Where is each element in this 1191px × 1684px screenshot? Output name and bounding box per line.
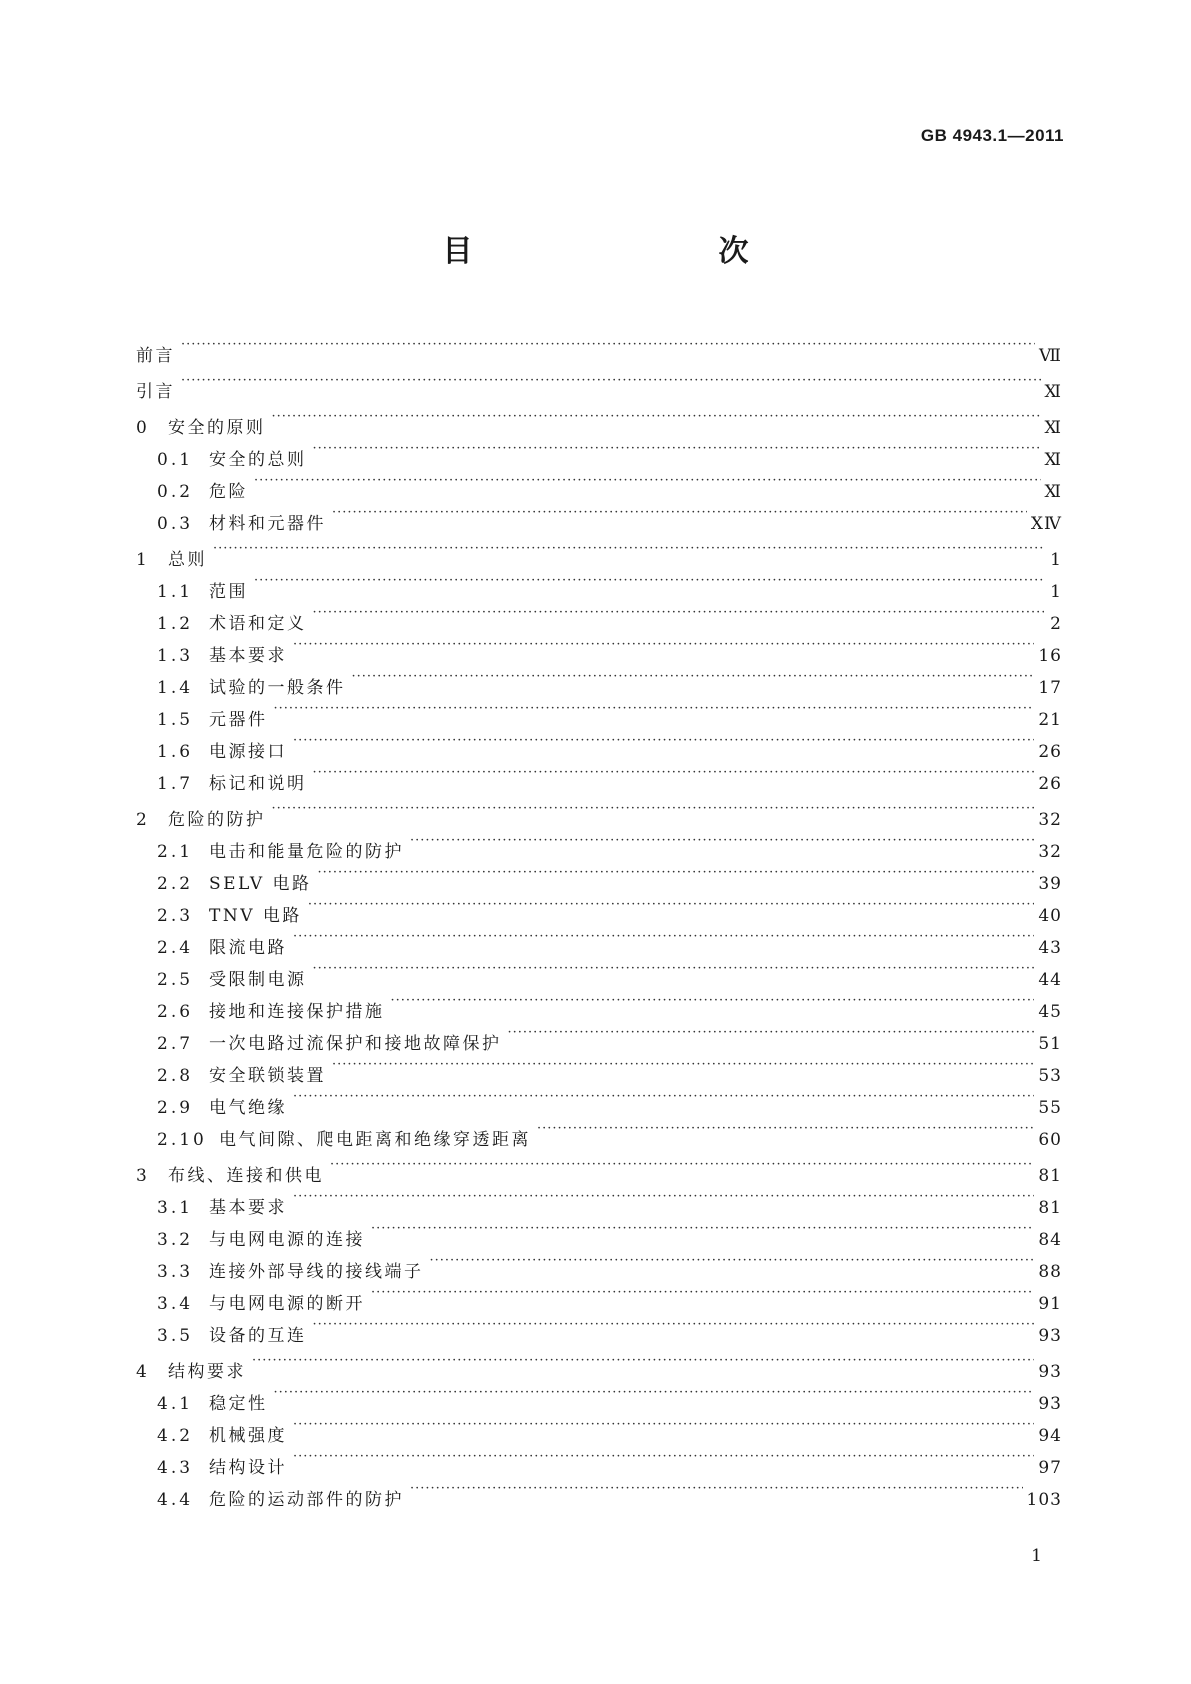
dot-leader xyxy=(313,597,1045,629)
toc-entry-label: 限流电路 xyxy=(209,938,287,958)
toc-entry-label: 稳定性 xyxy=(209,1394,268,1414)
toc-entry-label: 设备的互连 xyxy=(209,1326,307,1346)
dot-leader xyxy=(274,1377,1035,1409)
toc-entry-page: 94 xyxy=(1038,1426,1062,1446)
dot-leader xyxy=(213,533,1044,565)
toc-entry-number: 0 xyxy=(136,418,148,438)
toc-entry-label: 电击和能量危险的防护 xyxy=(209,842,404,862)
toc-entry[interactable] xyxy=(136,793,1062,830)
toc-entry-number: 1 xyxy=(136,550,148,570)
toc-entry[interactable] xyxy=(136,497,1062,534)
toc-entry-label: 电源接口 xyxy=(209,742,287,762)
dot-leader xyxy=(330,1149,1034,1181)
toc-entry[interactable] xyxy=(136,329,1062,366)
dot-leader xyxy=(391,985,1035,1017)
toc-entry-label: 接地和连接保护措施 xyxy=(209,1002,385,1022)
toc-entry-label: 电气间隙、爬电距离和绝缘穿透距离 xyxy=(219,1130,531,1150)
dot-leader xyxy=(293,1441,1034,1473)
toc-entry-label: 安全联锁装置 xyxy=(209,1066,326,1086)
toc-entry-number: 2.9 xyxy=(157,1098,194,1118)
toc-entry-number: 4.4 xyxy=(157,1490,194,1510)
toc-entry-page: 44 xyxy=(1038,970,1062,990)
toc-entry-number: 1.6 xyxy=(157,742,194,762)
toc-entry-page: 26 xyxy=(1038,774,1062,794)
dot-leader xyxy=(371,1213,1034,1245)
toc-entry-number: 2.10 xyxy=(157,1130,207,1150)
dot-leader xyxy=(293,1409,1034,1441)
dot-leader xyxy=(313,953,1035,985)
toc-entry-label: 范围 xyxy=(209,582,248,602)
toc-entry[interactable] xyxy=(136,825,1062,862)
toc-entry[interactable] xyxy=(136,1377,1062,1414)
toc-entry-label: 前言 xyxy=(136,346,175,366)
toc-entry-label: 引言 xyxy=(136,382,175,402)
toc-entry-page: 53 xyxy=(1038,1066,1062,1086)
toc-entry-page: Ⅶ xyxy=(1039,346,1062,366)
toc-entry-page: 32 xyxy=(1038,810,1062,830)
toc-entry-page: 103 xyxy=(1026,1490,1062,1510)
toc-entry-number: 3.2 xyxy=(157,1230,194,1250)
dot-leader xyxy=(318,857,1035,889)
toc-entry-number: 2.3 xyxy=(157,906,194,926)
toc-entry-number: 4.1 xyxy=(157,1394,194,1414)
toc-entry-page: 93 xyxy=(1038,1326,1062,1346)
toc-entry-page: 1 xyxy=(1050,550,1062,570)
toc-entry-number: 4.3 xyxy=(157,1458,194,1478)
toc-entry-page: 40 xyxy=(1038,906,1062,926)
toc-entry[interactable] xyxy=(136,401,1062,438)
toc-entry-number: 3 xyxy=(136,1166,148,1186)
dot-leader xyxy=(352,661,1035,693)
dot-leader xyxy=(410,1473,1023,1505)
toc-entry-page: ⅩⅣ xyxy=(1030,514,1062,534)
dot-leader xyxy=(308,889,1034,921)
dot-leader xyxy=(508,1017,1035,1049)
toc-entry-page: 81 xyxy=(1038,1198,1062,1218)
toc-entry[interactable] xyxy=(136,1409,1062,1446)
toc-entry[interactable] xyxy=(136,597,1062,634)
toc-entry-number: 3.5 xyxy=(157,1326,194,1346)
toc-entry-number: 2.7 xyxy=(157,1034,194,1054)
dot-leader xyxy=(272,793,1035,825)
toc-entry-page: 93 xyxy=(1038,1362,1062,1382)
toc-entry-page: Ⅺ xyxy=(1044,450,1062,470)
toc-entry-page: Ⅺ xyxy=(1044,382,1062,402)
toc-entry-label: 材料和元器件 xyxy=(209,514,326,534)
dot-leader xyxy=(332,497,1027,529)
toc-entry-label: 总则 xyxy=(168,550,207,570)
table-of-contents xyxy=(136,329,1062,1510)
toc-entry[interactable] xyxy=(136,533,1062,570)
toc-entry-label: 机械强度 xyxy=(209,1426,287,1446)
toc-entry[interactable] xyxy=(136,433,1062,470)
page-title: 目 次 xyxy=(442,234,811,269)
dot-leader xyxy=(332,1049,1034,1081)
toc-entry-label: 结构设计 xyxy=(209,1458,287,1478)
toc-entry-number: 0.2 xyxy=(157,482,194,502)
dot-leader xyxy=(272,401,1041,433)
dot-leader xyxy=(313,433,1041,465)
toc-entry-label: 危险的防护 xyxy=(168,810,266,830)
toc-entry-number: 2 xyxy=(136,810,148,830)
page-number: 1 xyxy=(1031,1546,1042,1566)
dot-leader xyxy=(410,825,1034,857)
dot-leader xyxy=(537,1113,1034,1145)
toc-entry-label: 安全的总则 xyxy=(209,450,307,470)
toc-entry[interactable] xyxy=(136,565,1062,602)
dot-leader xyxy=(181,365,1041,397)
dot-leader xyxy=(313,1309,1035,1341)
toc-entry[interactable] xyxy=(136,725,1062,762)
dot-leader xyxy=(313,757,1035,789)
toc-entry-number: 4 xyxy=(136,1362,148,1382)
toc-entry-page: 88 xyxy=(1038,1262,1062,1282)
toc-entry-number: 3.3 xyxy=(157,1262,194,1282)
toc-entry-number: 3.4 xyxy=(157,1294,194,1314)
toc-entry-number: 4.2 xyxy=(157,1426,194,1446)
toc-entry-page: 51 xyxy=(1038,1034,1062,1054)
dot-leader xyxy=(430,1245,1035,1277)
toc-entry-page: 97 xyxy=(1038,1458,1062,1478)
toc-entry-page: 91 xyxy=(1038,1294,1062,1314)
toc-entry-number: 2.4 xyxy=(157,938,194,958)
toc-entry-page: 43 xyxy=(1038,938,1062,958)
toc-entry-label: SELV 电路 xyxy=(209,874,312,894)
standard-number: GB 4943.1—2011 xyxy=(920,126,1064,145)
toc-entry-page: 1 xyxy=(1050,582,1062,602)
toc-entry-label: 连接外部导线的接线端子 xyxy=(209,1262,424,1282)
toc-entry-number: 1.4 xyxy=(157,678,194,698)
toc-entry-number: 0.1 xyxy=(157,450,194,470)
toc-entry-label: 标记和说明 xyxy=(209,774,307,794)
toc-entry-page: 17 xyxy=(1038,678,1062,698)
toc-entry-page: 45 xyxy=(1038,1002,1062,1022)
dot-leader xyxy=(293,1181,1034,1213)
toc-entry-page: 93 xyxy=(1038,1394,1062,1414)
dot-leader xyxy=(371,1277,1034,1309)
toc-entry-number: 1.3 xyxy=(157,646,194,666)
toc-entry-label: 基本要求 xyxy=(209,646,287,666)
toc-entry-number: 3.1 xyxy=(157,1198,194,1218)
toc-entry-label: 危险的运动部件的防护 xyxy=(209,1490,404,1510)
toc-entry-page: 39 xyxy=(1038,874,1062,894)
dot-leader xyxy=(274,693,1035,725)
dot-leader xyxy=(252,1345,1034,1377)
toc-entry-page: 2 xyxy=(1050,614,1062,634)
toc-entry-label: 电气绝缘 xyxy=(209,1098,287,1118)
toc-entry-label: 受限制电源 xyxy=(209,970,307,990)
toc-entry-label: 术语和定义 xyxy=(209,614,307,634)
toc-entry-page: Ⅺ xyxy=(1044,418,1062,438)
dot-leader xyxy=(293,921,1034,953)
toc-entry[interactable] xyxy=(136,465,1062,502)
toc-entry-label: 安全的原则 xyxy=(168,418,266,438)
toc-entry-page: Ⅺ xyxy=(1044,482,1062,502)
toc-entry-page: 16 xyxy=(1038,646,1062,666)
dot-leader xyxy=(181,329,1035,361)
toc-entry-label: 与电网电源的断开 xyxy=(209,1294,365,1314)
toc-entry-number: 2.2 xyxy=(157,874,194,894)
toc-entry-label: 危险 xyxy=(209,482,248,502)
toc-entry-number: 0.3 xyxy=(157,514,194,534)
toc-entry[interactable] xyxy=(136,693,1062,730)
toc-entry-number: 2.5 xyxy=(157,970,194,990)
toc-entry-number: 1.2 xyxy=(157,614,194,634)
toc-entry-page: 60 xyxy=(1038,1130,1062,1150)
toc-entry-page: 84 xyxy=(1038,1230,1062,1250)
toc-entry-label: 试验的一般条件 xyxy=(209,678,346,698)
toc-entry-number: 1.1 xyxy=(157,582,194,602)
toc-entry-number: 1.5 xyxy=(157,710,194,730)
toc-entry-page: 21 xyxy=(1038,710,1062,730)
toc-entry-number: 2.6 xyxy=(157,1002,194,1022)
dot-leader xyxy=(254,465,1041,497)
dot-leader xyxy=(254,565,1044,597)
toc-entry[interactable] xyxy=(136,365,1062,402)
toc-entry-label: TNV 电路 xyxy=(209,906,302,926)
toc-entry-page: 32 xyxy=(1038,842,1062,862)
toc-entry-label: 布线、连接和供电 xyxy=(168,1166,324,1186)
toc-entry-number: 1.7 xyxy=(157,774,194,794)
toc-entry-page: 26 xyxy=(1038,742,1062,762)
toc-entry-label: 基本要求 xyxy=(209,1198,287,1218)
toc-entry-page: 81 xyxy=(1038,1166,1062,1186)
toc-entry-page: 55 xyxy=(1038,1098,1062,1118)
toc-entry[interactable] xyxy=(136,1345,1062,1382)
toc-entry-label: 结构要求 xyxy=(168,1362,246,1382)
dot-leader xyxy=(293,725,1034,757)
toc-entry-number: 2.1 xyxy=(157,842,194,862)
toc-entry-number: 2.8 xyxy=(157,1066,194,1086)
toc-entry-label: 元器件 xyxy=(209,710,268,730)
toc-entry-label: 与电网电源的连接 xyxy=(209,1230,365,1250)
dot-leader xyxy=(293,629,1034,661)
dot-leader xyxy=(293,1081,1034,1113)
toc-entry-label: 一次电路过流保护和接地故障保护 xyxy=(209,1034,502,1054)
